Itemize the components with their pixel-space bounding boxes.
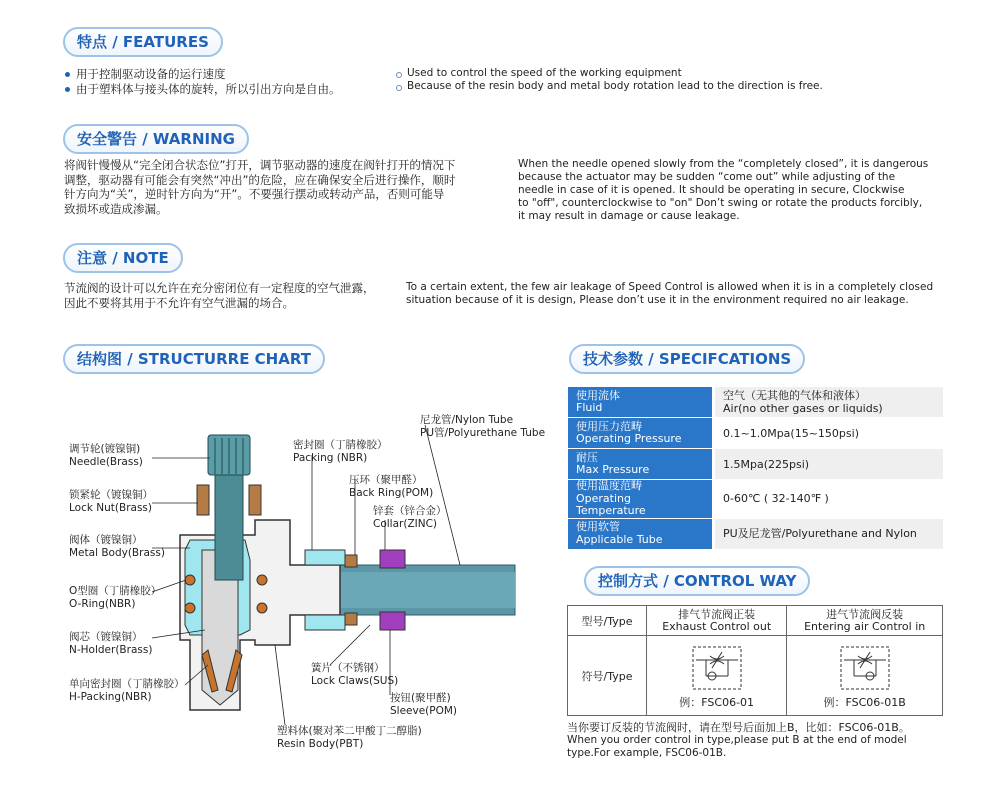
spec-key-cn: 使用流体 bbox=[576, 388, 620, 402]
label-line: Collar(ZINC) bbox=[373, 517, 438, 530]
label-sleeve bbox=[390, 692, 457, 717]
spec-key-cn: 使用温度范畴 bbox=[576, 479, 642, 492]
control-table bbox=[567, 605, 943, 716]
note-en-line: To a certain extent, the few air leakage of Speed Control is allowed when it is in a completely closed bbox=[406, 281, 934, 293]
spec-key bbox=[568, 518, 714, 549]
warning-en-line: it may result in damage or cause leakage. bbox=[518, 210, 740, 222]
spec-value bbox=[714, 518, 944, 549]
label-line: Back Ring(POM) bbox=[349, 486, 434, 499]
label-tube bbox=[420, 414, 545, 439]
label-line: Packing (NBR) bbox=[293, 451, 368, 464]
entering-valve-symbol-icon bbox=[840, 646, 890, 690]
control-example: 例：FSC06-01B bbox=[823, 695, 906, 709]
table-row bbox=[568, 636, 943, 716]
table-row bbox=[568, 606, 943, 636]
warning-cn-line: 针方向为“关”，逆时针方向为“开”。不要强行摆动或转动产品，否则可能导 bbox=[64, 187, 445, 201]
sleeve-shape bbox=[380, 550, 405, 568]
control-note-cn: 当你要订反装的节流阀时，请在型号后面加上B，比如：FSC06-01B。 bbox=[567, 721, 910, 734]
spec-title: 技术参数 / SPECIFCATIONS bbox=[569, 344, 805, 374]
spec-key bbox=[568, 387, 714, 418]
features-cn-item: 用于控制驱动设备的运行速度 bbox=[64, 67, 341, 82]
label-line: 按钮(聚甲醛) bbox=[390, 692, 451, 704]
warning-cn bbox=[64, 158, 509, 216]
label-line: Metal Body(Brass) bbox=[69, 546, 165, 559]
label-line: 阀体（镀镍铜） bbox=[69, 534, 143, 546]
spec-key-en: Applicable Tube bbox=[576, 532, 663, 546]
spec-key bbox=[568, 480, 714, 519]
label-line: Needle(Brass) bbox=[69, 455, 143, 468]
spec-key-cn: 耐压 bbox=[576, 450, 598, 464]
warning-title: 安全警告 / WARNING bbox=[63, 124, 249, 154]
control-title: 控制方式 / CONTROL WAY bbox=[584, 566, 810, 596]
control-header-cn: 进气节流阀反装 bbox=[826, 607, 904, 621]
spec-key-en: Max Pressure bbox=[576, 463, 650, 476]
label-line: Lock Claws(SUS) bbox=[311, 674, 399, 687]
features-en-item: Used to control the speed of the working equipment bbox=[395, 67, 823, 80]
label-resin-body bbox=[277, 725, 422, 750]
spec-value-line: 0.1~1.0Mpa(15~150psi) bbox=[723, 426, 859, 440]
label-line: Lock Nut(Brass) bbox=[69, 501, 152, 514]
label-line: PU管/Polyurethane Tube bbox=[420, 426, 546, 439]
collar-shape bbox=[305, 550, 345, 565]
label-line: 尼龙管/Nylon Tube bbox=[420, 414, 514, 426]
control-symbol-cell bbox=[647, 636, 787, 716]
spec-key-cn: 使用软管 bbox=[576, 520, 620, 533]
label-line: O型圈（丁腈橡胶） bbox=[69, 585, 162, 597]
label-lock-nut bbox=[69, 489, 153, 514]
features-en-item: Because of the resin body and metal body rotation lead to the direction is free. bbox=[395, 80, 823, 93]
exhaust-valve-symbol-icon bbox=[692, 646, 742, 690]
control-note-en: type.For example, FSC06-01B. bbox=[567, 747, 727, 759]
label-line: O-Ring(NBR) bbox=[69, 597, 136, 610]
control-col1-header bbox=[647, 606, 787, 636]
control-note bbox=[567, 721, 967, 760]
warning-cn-line: 将阀针慢慢从“完全闭合状态位”打开，调节驱动器的速度在阀针打开的情况下 bbox=[64, 158, 456, 172]
spec-key-en: Operating Temperature bbox=[576, 491, 646, 517]
label-line: 调节轮(镀镍铜) bbox=[69, 443, 141, 455]
control-header-cn: 排气节流阀正装 bbox=[678, 607, 756, 621]
label-line: 密封圈（丁腈橡胶） bbox=[293, 439, 388, 451]
table-row bbox=[568, 449, 943, 480]
warning-en-line: because the actuator may be sudden “come out” while adjusting of the bbox=[518, 171, 896, 183]
spec-table bbox=[568, 387, 943, 550]
o-ring-shape bbox=[185, 575, 195, 585]
spec-value-line: 0-60℃ ( 32-140℉ ) bbox=[723, 492, 829, 506]
spec-key-en: Fluid bbox=[576, 401, 603, 414]
spec-value-line: Air(no other gases or liquids) bbox=[723, 402, 883, 415]
label-line: H-Packing(NBR) bbox=[69, 690, 152, 703]
spec-value bbox=[714, 480, 944, 519]
note-cn-line: 节流阀的设计可以允许在充分密闭位有一定程度的空气泄露， bbox=[64, 281, 375, 295]
label-n-holder bbox=[69, 631, 152, 656]
label-line: 单向密封圈（丁腈橡胶） bbox=[69, 678, 185, 690]
label-line: 锌套（锌合金） bbox=[373, 505, 447, 517]
spec-value-line: PU及尼龙管/Polyurethane and Nylon bbox=[723, 527, 917, 540]
control-row-label: 符号/Type bbox=[568, 636, 647, 716]
features-title: 特点 / FEATURES bbox=[63, 27, 223, 57]
warning-en-line: When the needle opened slowly from the “completely closed”, it is dangerous bbox=[518, 158, 929, 170]
label-metal-body bbox=[69, 534, 165, 559]
control-example: 例：FSC06-01 bbox=[679, 695, 755, 709]
spec-value-line: 空气（无其他的气体和液体） bbox=[723, 389, 866, 402]
spec-value bbox=[714, 449, 944, 480]
warning-cn-line: 调整，驱动器有可能会有突然“冲出”的危险，应在确保安全后进行操作，顺时 bbox=[64, 172, 456, 187]
label-o-ring bbox=[69, 585, 161, 610]
spec-key-cn: 使用压力范畴 bbox=[576, 419, 642, 433]
note-en-line: situation because of it is design, Please don’t use it in the environment required no air leakage. bbox=[406, 294, 909, 306]
table-row bbox=[568, 387, 943, 418]
label-packing bbox=[293, 439, 388, 464]
back-ring-shape bbox=[345, 555, 357, 567]
warning-en bbox=[518, 158, 958, 223]
label-line: 塑料体(聚对苯二甲酸丁二醇脂) bbox=[277, 725, 422, 737]
structure-title: 结构图 / STRUCTURRE CHART bbox=[63, 344, 325, 374]
spec-value bbox=[714, 387, 944, 418]
label-claws bbox=[311, 662, 398, 687]
control-row-label: 型号/Type bbox=[568, 606, 647, 636]
spec-key-en: Operating Pressure bbox=[576, 432, 682, 445]
table-row bbox=[568, 480, 943, 519]
label-line: Resin Body(PBT) bbox=[277, 737, 364, 750]
note-en bbox=[406, 281, 933, 307]
label-line: 压环（聚甲醛） bbox=[349, 474, 423, 486]
label-line: 锁紧轮（镀镍铜） bbox=[69, 489, 153, 501]
label-back-ring bbox=[349, 474, 433, 499]
warning-cn-line: 致损坏或造成渗漏。 bbox=[64, 201, 168, 216]
control-note-en: When you order control in type,please put B at the end of model bbox=[567, 734, 907, 746]
label-needle bbox=[69, 443, 143, 468]
label-line: N-Holder(Brass) bbox=[69, 643, 153, 656]
warning-en-line: needle in case of it is opened. It should be operating in secure, Clockwise bbox=[518, 184, 905, 196]
control-header-en: Exhaust Control out bbox=[662, 619, 772, 633]
spec-value bbox=[714, 418, 944, 449]
control-symbol-cell bbox=[787, 636, 943, 716]
features-cn-list bbox=[64, 67, 341, 96]
note-title: 注意 / NOTE bbox=[63, 243, 183, 273]
label-line: 阀芯（镀镍铜） bbox=[69, 631, 143, 643]
table-row bbox=[568, 418, 943, 449]
warning-en-line: to "off", counterclockwise to "on" Don’t swing or rotate the products forcibly, bbox=[518, 197, 923, 209]
label-line: 簧片（不锈钢） bbox=[311, 662, 385, 674]
label-collar bbox=[373, 505, 447, 530]
label-h-packing bbox=[69, 678, 185, 703]
label-line: Sleeve(POM) bbox=[390, 704, 458, 717]
control-col2-header bbox=[787, 606, 943, 636]
note-cn bbox=[64, 281, 375, 310]
features-cn-item: 由于塑料体与接头体的旋转，所以引出方向是自由。 bbox=[64, 82, 341, 97]
spec-value-line: 1.5Mpa(225psi) bbox=[723, 457, 810, 471]
control-header-en: Entering air Control in bbox=[804, 619, 926, 633]
features-en-list bbox=[395, 67, 823, 93]
note-cn-line: 因此不要将其用于不允许有空气泄漏的场合。 bbox=[64, 295, 294, 310]
spec-key bbox=[568, 418, 714, 449]
spec-key bbox=[568, 449, 714, 480]
lock-nut-shape bbox=[197, 485, 209, 515]
table-row bbox=[568, 518, 943, 549]
